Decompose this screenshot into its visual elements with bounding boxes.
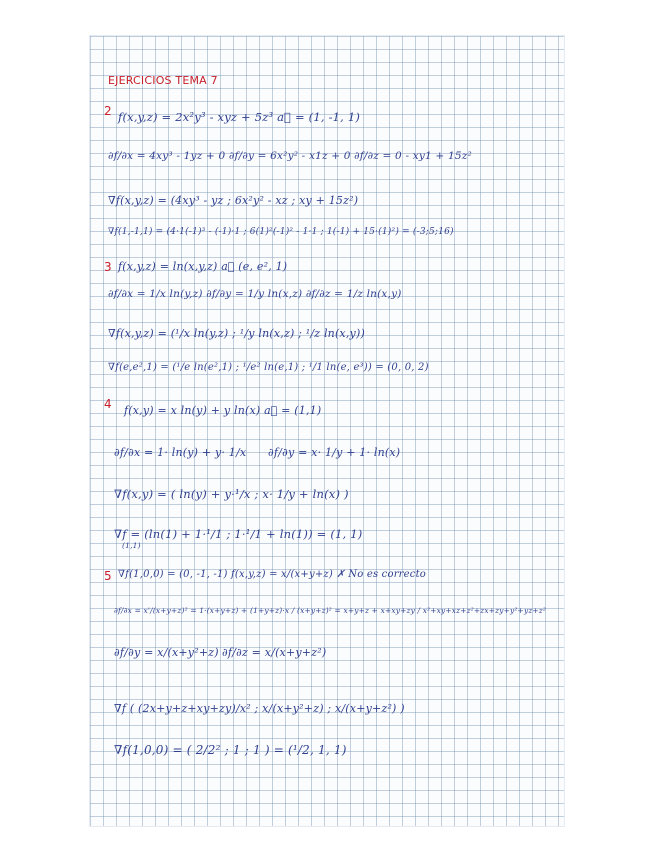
exercise-3-partials: ∂f/∂x = 1/x ln(y,z) ∂f/∂y = 1/y ln(x,z) ∂f/∂z = 1/z ln(x,y) xyxy=(108,288,402,300)
exercise-5-number: 5 xyxy=(104,569,112,583)
exercise-4-number: 4 xyxy=(104,397,112,411)
exercise-3-function: f(x,y,z) = ln(x,y,z) a⃗ (e, e², 1) xyxy=(118,260,288,273)
exercise-3-gradient: ∇f(x,y,z) = (¹/x ln(y,z) ; ¹/y ln(x,z) ; ¹/z ln(x,y)) xyxy=(108,327,365,340)
exercise-4-function: f(x,y) = x ln(y) + y ln(x) a⃗ = (1,1) xyxy=(124,404,322,417)
exercise-2-evaluation: ∇f(1,-1,1) = (4·1(-1)³ - (-1)·1 ; 6(1)²(-1)² - 1·1 ; 1(-1) + 15·(1)²) = (-3;5;16) xyxy=(108,227,454,237)
exercise-3-evaluation: ∇f(e,e²,1) = (¹/e ln(e²,1) ; ¹/e² ln(e,1) ; ¹/1 ln(e, e³)) = (0, 0, 2) xyxy=(108,362,429,373)
exercise-2-number: 2 xyxy=(104,104,112,118)
exercise-4-partial-x: ∂f/∂x = 1· ln(y) + y· 1/x xyxy=(114,446,247,459)
exercise-5-partial-z: ∂f/∂z = x/(x+y+z²) xyxy=(222,646,327,659)
exercise-2-gradient: ∇f(x,y,z) = (4xy³ - yz ; 6x²y² - xz ; xy + 15z²) xyxy=(108,194,359,207)
exercise-5-partial-y: ∂f/∂y = x/(x+y²+z) xyxy=(114,646,219,659)
exercise-2-function: f(x,y,z) = 2x²y³ - xyz + 5z³ a⃗ = (1, -1, 1) xyxy=(118,110,361,124)
exercise-4-gradient: ∇f(x,y) = ( ln(y) + y·¹/x ; x· 1/y + ln(x) ) xyxy=(114,487,349,501)
exercise-5-evaluation: ∇f(1,0,0) = ( 2/2² ; 1 ; 1 ) = (¹/2, 1, 1) xyxy=(114,743,347,757)
exercise-4-partial-y: ∂f/∂y = x· 1/y + 1· ln(x) xyxy=(268,446,401,459)
exercise-3-number: 3 xyxy=(104,260,112,274)
exercise-4-evaluation: ∇f = (ln(1) + 1·¹/1 ; 1·¹/1 + ln(1)) = (1, 1) xyxy=(114,527,363,541)
exercise-5-statement: ∇f(1,0,0) = (0, -1, -1) f(x,y,z) = x/(x+y+z) ✗ No es correcto xyxy=(118,569,427,580)
exercise-2-partials: ∂f/∂x = 4xy³ - 1yz + 0 ∂f/∂y = 6x²y² - x1z + 0 ∂f/∂z = 0 - xy1 + 15z² xyxy=(108,150,472,162)
exercise-4-evaluation-point: (1,1) xyxy=(122,541,141,550)
page-title: EJERCICIOS TEMA 7 xyxy=(108,74,218,87)
exercise-5-partial-x: ∂f/∂x = x'/(x+y+z)² = 1·(x+y+z) + (1+y+z)·x / (x+y+z)² = x+y+z + x+xy+zy / x²+xy+xz+z²+zx+zy+y²+yz+z² xyxy=(114,606,547,615)
exercise-5-gradient: ∇f ( (2x+y+z+xy+zy)/x² ; x/(x+y²+z) ; x/(x+y+z²) ) xyxy=(114,702,405,715)
